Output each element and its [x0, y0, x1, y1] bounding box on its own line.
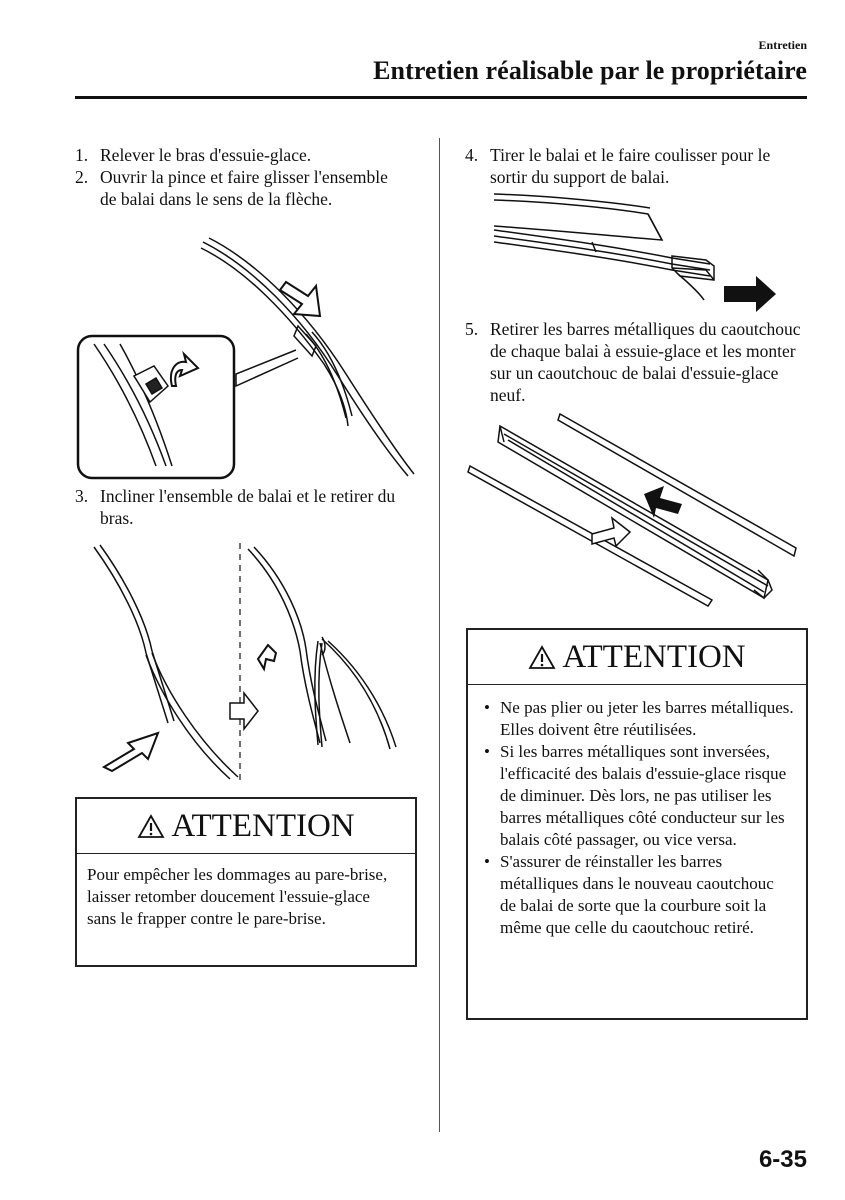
- attention-bullet: • Si les barres métalliques sont inversées, l'efficacité des balais d'essuie-glace risque de diminuer. Dès lors, ne pas utiliser les barres métalliques côté conducteur sur les balais côté passager, ou vice versa.: [478, 741, 794, 851]
- step-3: [75, 485, 415, 529]
- attention-box-left: [75, 797, 417, 967]
- step-2: [75, 166, 405, 210]
- step-4: [465, 144, 810, 188]
- warning-triangle-icon: [137, 814, 165, 839]
- warning-triangle-icon: [528, 645, 556, 670]
- attention-heading-text: ATTENTION: [562, 638, 746, 675]
- step-5: [465, 318, 810, 406]
- step-text: Ouvrir la pince et faire glisser l'ensemble de balai dans le sens de la flèche.: [100, 167, 388, 209]
- steps-1-2: [75, 144, 405, 210]
- page-title: Entretien réalisable par le propriétaire: [373, 56, 807, 85]
- column-divider: [439, 138, 440, 1132]
- attention-bullet: • Ne pas plier ou jeter les barres métalliques. Elles doivent être réutilisées.: [478, 697, 794, 741]
- step-1: [75, 144, 405, 166]
- attention-bullet-list: [478, 697, 794, 939]
- attention-heading-text: ATTENTION: [171, 807, 355, 844]
- step-number: 1.: [75, 145, 89, 165]
- wiper-clip-illustration: [76, 236, 416, 481]
- step-number: 2.: [75, 167, 89, 187]
- attention-body: [468, 685, 806, 951]
- attention-bullet: • S'assurer de réinstaller les barres métalliques dans le nouveau caoutchouc de balai de sorte que la courbure soit la même que celle du caoutchouc retiré.: [478, 851, 794, 939]
- step-number: 3.: [75, 486, 89, 506]
- step-number: 5.: [465, 319, 479, 339]
- step-4-block: [465, 144, 810, 188]
- step-number: 4.: [465, 145, 479, 165]
- attention-heading: [468, 630, 806, 685]
- step-text: Tirer le balai et le faire coulisser pour le sortir du support de balai.: [490, 145, 771, 187]
- section-label: Entretien: [758, 38, 807, 52]
- page-number: 6-35: [758, 1146, 807, 1173]
- attention-box-right: [466, 628, 808, 1020]
- attention-heading: [77, 799, 415, 854]
- blade-removal-illustration: [90, 543, 410, 783]
- step-text: Incliner l'ensemble de balai et le retirer du bras.: [100, 486, 396, 528]
- title-rule: [75, 96, 807, 99]
- attention-body: Pour empêcher les dommages au pare-brise, laisser retomber doucement l'essuie-glace sans le frapper contre le pare-brise.: [87, 865, 388, 928]
- step-5-block: [465, 318, 810, 406]
- step-text: Retirer les barres métalliques du caoutchouc de chaque balai à essuie-glace et les monter sur un caoutchouc de balai d'essuie-glace neuf.: [490, 319, 801, 405]
- blade-slide-illustration: [492, 190, 782, 312]
- step-3-block: [75, 485, 415, 529]
- metal-bars-illustration: [468, 412, 803, 608]
- step-text: Relever le bras d'essuie-glace.: [100, 145, 312, 165]
